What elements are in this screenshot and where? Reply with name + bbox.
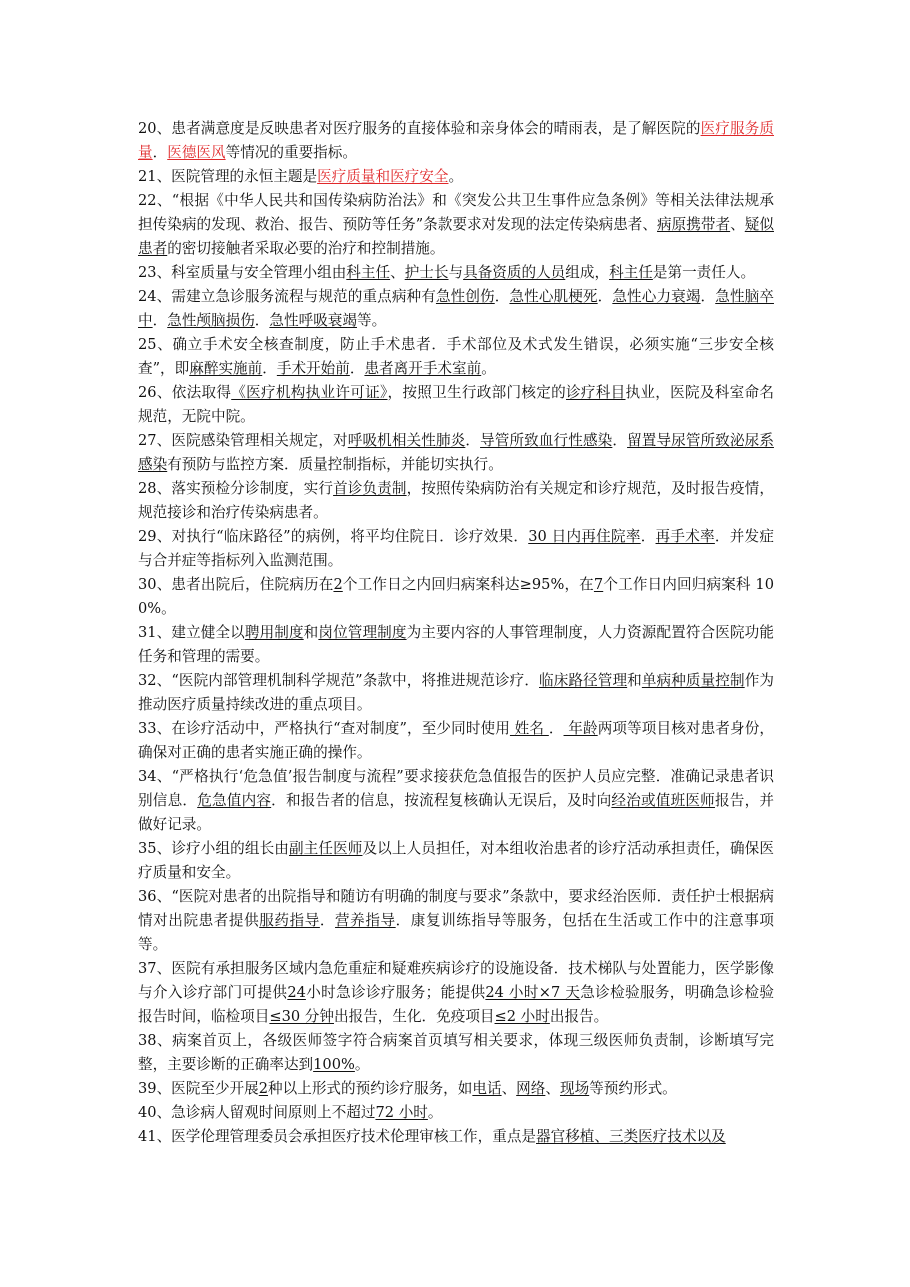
question-text: 出报告。 [549,1008,609,1025]
question-text: 39、医院至少开展 [138,1080,259,1097]
question-text: 41、医学伦理管理委员会承担医疗技术伦理审核工作，重点是 [138,1128,537,1145]
answer-blank: 聘用制度 [244,624,304,641]
question-item [138,1077,774,1101]
question-text: ． [548,720,564,737]
question-item [138,429,774,477]
question-text: ． [152,144,168,161]
question-text: 25、确立手术安全核查制度，防止手术患者．手术部位及术式发生错误，必须实施“三步安全核查”，即 [138,336,774,377]
question-text: ．并发症与合并症等指标列入监测范围。 [138,528,774,569]
question-text: 和 [627,672,642,689]
question-text: 等情况的重要指标。 [225,144,357,161]
question-text: ．和报告者的信息，按流程复核确认无误后，及时向 [271,792,612,809]
answer-blank: 24 小时×7 天 [485,984,581,1001]
answer-blank: 100% [313,1056,355,1073]
question-text: 32、“医院内部管理机制科学规范”条款中，将推进规范诊疗． [138,672,540,689]
question-text: ．康复训练指导等服务，包括在生活或工作中的注意事项等。 [138,912,774,953]
question-text: 个工作日内回归病案科 100%。 [138,576,774,617]
answer-blank: 年龄 [563,720,598,737]
answer-blank: 导管所致血行性感染 [480,432,613,449]
answer-blank: 岗位管理制度 [318,624,407,641]
question-text: 、 [390,264,405,281]
question-text: ． [152,312,168,329]
question-text: 的密切接触者采取必要的治疗和控制措施。 [167,240,445,257]
question-text: 27、医院感染管理相关规定，对 [138,432,348,449]
answer-blank: 医疗质量和医疗安全 [317,168,449,185]
question-item [138,885,774,957]
question-text: 20、患者满意度是反映患者对医疗服务的直接体验和亲身体会的晴雨表，是了解医院的 [138,120,701,137]
question-text: 等。 [356,312,387,329]
question-item [138,765,774,837]
question-text: ． [640,528,656,545]
answer-blank: 经治或值班医师 [611,792,715,809]
question-text: 37、医院有承担服务区域内急危重症和疑难疾病诊疗的设施设备．技术梯队与处置能力，医学影像与介入诊疗部门可提供 [138,960,774,1001]
question-text: 。 [481,360,496,377]
answer-blank: 7 [593,576,604,593]
answer-blank: 患者离开手术室前 [364,360,482,377]
question-text: 两项等项目核对患者身份，确保对正确的患者实施正确的操作。 [138,720,774,761]
answer-blank: 现场 [559,1080,590,1097]
question-item [138,957,774,1029]
question-text: 为主要内容的人事管理制度，人力资源配置符合医院功能任务和管理的需要。 [138,624,774,665]
answer-blank: 医疗服务质量 [138,120,774,161]
question-text: ． [465,432,481,449]
question-item [138,165,774,189]
question-text: 、 [545,1080,560,1097]
answer-blank: 首诊负责制 [333,480,407,497]
question-text: 33、在诊疗活动中，严格执行“查对制度”，至少同时使用 [138,720,510,737]
question-text: 小时急诊诊疗服务；能提供 [305,984,486,1001]
question-item [138,1029,774,1077]
question-item [138,717,774,765]
question-text: 21、医院管理的永恒主题是 [138,168,318,185]
answer-blank: 手术开始前 [276,360,350,377]
question-text: 种以上形式的预约诊疗服务，如 [268,1080,473,1097]
question-item [138,477,774,525]
question-text: ． [319,912,336,929]
question-text: ． [597,288,613,305]
question-text: 报告，并做好记录。 [138,792,774,833]
answer-blank: 医德医风 [167,144,226,161]
question-text: ． [262,360,277,377]
answer-blank: 具备资质的人员 [463,264,566,281]
question-item [138,1101,774,1125]
answer-blank: ≤2 小时 [494,1008,550,1025]
question-text: 31、建立健全以 [138,624,245,641]
question-text: 、 [730,216,745,233]
question-text: 23、科室质量与安全管理小组由 [138,264,347,281]
answer-blank: 病原携带者 [657,216,731,233]
answer-blank: 《医疗机构执业许可证》 [231,384,388,401]
question-item [138,621,774,669]
question-text: ，按照传染病防治有关规定和诊疗规范，及时报告疫情，规范接诊和治疗传染病患者。 [138,480,774,521]
question-text: 组成， [565,264,610,281]
answer-blank: 麻醉实施前 [189,360,263,377]
answer-blank: 诊疗科目 [566,384,626,401]
question-text: 出报告，生化．免疫项目 [333,1008,495,1025]
answer-blank: 网络 [516,1080,546,1097]
question-text: 是第一责任人。 [652,264,756,281]
question-text: 28、落实预检分诊制度，实行 [138,480,334,497]
question-text: 及以上人员担任，对本组收治患者的诊疗活动承担责任，确保医疗质量和安全。 [138,840,774,881]
question-item [138,117,774,165]
question-text: 、 [501,1080,517,1097]
question-item [138,285,774,333]
question-item [138,189,774,261]
question-text: 34、“严格执行‘危急值’报告制度与流程”要求接获危急值报告的医护人员应完整．准确记录患者识别信息． [138,768,774,809]
answer-blank: 留置导尿管所致泌尿系感染 [138,432,774,473]
answer-blank: 器官移植、三类医疗技术以及 [536,1128,726,1145]
answer-blank: 72 小时 [375,1104,428,1121]
answer-blank: 2 [333,576,343,593]
answer-blank: 科主任 [609,264,653,281]
answer-blank: 急性心肌梗死 [509,288,598,305]
question-text: 35、诊疗小组的组长由 [138,840,289,857]
question-text: ，按照卫生行政部门核定的 [387,384,567,401]
question-text: 个工作日之内回归病案科达≥95%，在 [342,576,594,593]
answer-blank: 危急值内容 [197,792,272,809]
question-text: 26、依法取得 [138,384,232,401]
question-item [138,573,774,621]
answer-blank: 电话 [472,1080,502,1097]
answer-blank: 呼吸机相关性肺炎 [347,432,466,449]
question-text: 38、病案首页上，各级医师签字符合病案首页填写相关要求，体现三级医师负责制，诊断填写完整，主要诊断的正确率达到 [138,1032,774,1073]
question-text: 29、对执行“临床路径”的病例，将平均住院日．诊疗效果． [138,528,529,545]
answer-blank: 急性呼吸衰竭 [269,312,357,329]
answer-blank: 急性心力衰竭 [612,288,701,305]
answer-blank: ≤30 分钟 [269,1008,334,1025]
question-text: ． [349,360,365,377]
question-item [138,669,774,717]
question-text: 急诊检验服务，明确急诊检验报告时间，临检项目 [138,984,774,1025]
answer-blank: 姓名 [509,720,549,737]
question-text: ． [494,288,510,305]
question-list [138,117,774,1149]
question-item [138,1125,774,1149]
question-text: ． [612,432,628,449]
answer-blank: 急性颅脑损伤 [167,312,255,329]
question-text: 30、患者出院后，住院病历在 [138,576,334,593]
answer-blank: 副主任医师 [288,840,363,857]
question-item [138,525,774,573]
question-text: 与 [448,264,464,281]
question-text: 和 [303,624,319,641]
answer-blank: 单病种质量控制 [641,672,745,689]
question-item [138,837,774,885]
question-item [138,333,774,381]
answer-blank: 30 日内再住院率 [528,528,641,545]
answer-blank: 24 [287,984,306,1001]
question-text: 22、“根据《中华人民共和国传染病防治法》和《突发公共卫生事件应急条例》等相关法律法规承担传染病的发现、救治、报告、预防等任务”条款要求对发现的法定传染病患者、 [138,192,774,233]
answer-blank: 服药指导 [259,912,320,929]
answer-blank: 疑似患者 [138,216,774,257]
question-text: 。 [427,1104,443,1121]
answer-blank: 护士长 [404,264,449,281]
question-text: 执业，医院及科室命名规范，无院中院。 [138,384,774,425]
question-text: 40、急诊病人留观时间原则上不超过 [138,1104,376,1121]
question-text: 。 [448,168,464,185]
question-text: 24、需建立急诊服务流程与规范的重点病种有 [138,288,436,305]
answer-blank: 急性脑卒中 [138,288,774,329]
question-text: 36、“医院对患者的出院指导和随访有明确的制度与要求”条款中，要求经治医师．责任护士根据病情对出院患者提供 [138,888,774,929]
answer-blank: 2 [258,1080,269,1097]
answer-blank: 急性创伤 [435,288,495,305]
answer-blank: 科主任 [346,264,391,281]
question-text: ． [254,312,270,329]
question-item [138,261,774,285]
question-text: 等预约形式。 [589,1080,677,1097]
answer-blank: 营养指导 [335,912,396,929]
question-text: 。 [354,1056,370,1073]
question-text: 有预防与监控方案．质量控制指标，并能切实执行。 [167,456,503,473]
answer-blank: 临床路径管理 [539,672,628,689]
question-text: ． [700,288,716,305]
answer-blank: 再手术率 [655,528,715,545]
question-text: 作为推动医疗质量持续改进的重点项目。 [138,672,774,713]
question-item [138,381,774,429]
